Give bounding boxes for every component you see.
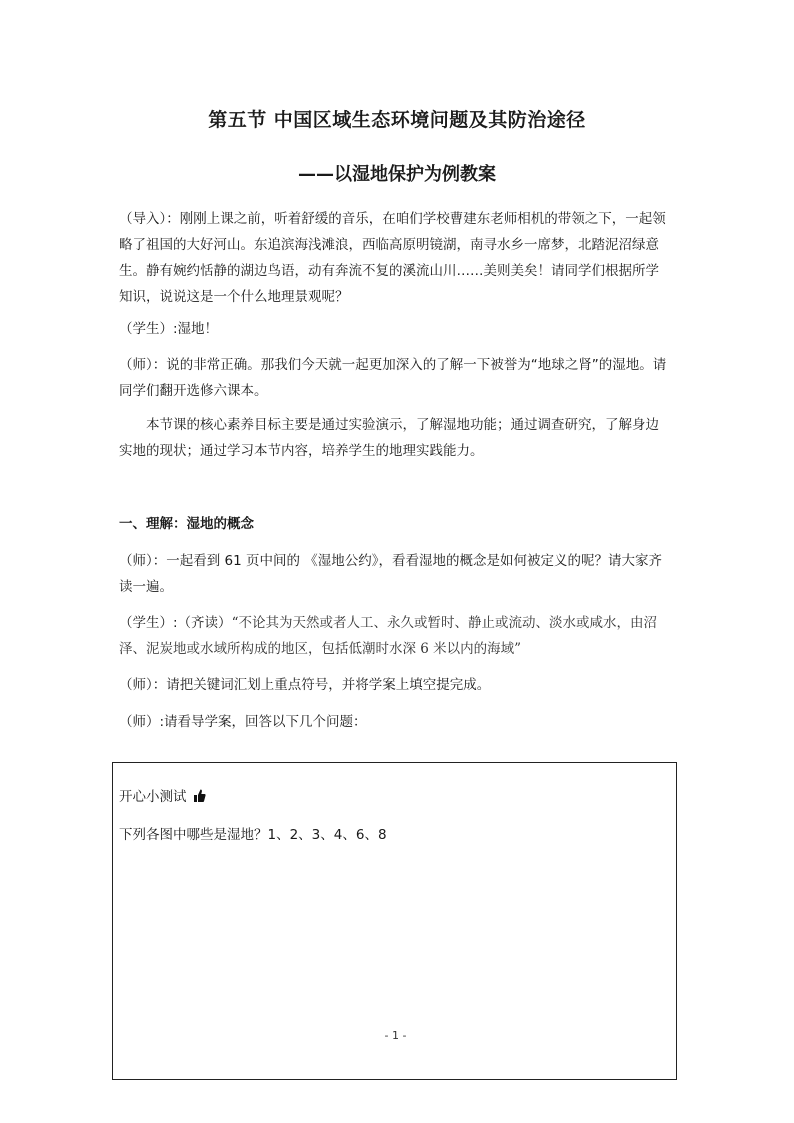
quiz-question: 下列各图中哪些是湿地？1、2、3、4、6、8 <box>119 827 387 843</box>
thumbs-up-icon <box>193 788 206 807</box>
teacher-paragraph-4: （师）:请看导学案，回答以下几个问题： <box>119 714 367 730</box>
student-read-paragraph <box>119 610 669 662</box>
page-subtitle: ——以湿地保护为例教案 <box>298 164 496 185</box>
page-title: 第五节 中国区域生态环境问题及其防治途径 <box>208 109 586 131</box>
teacher-paragraph-3: （师）：请把关键词汇划上重点符号，并将学案上填空提完成。 <box>119 677 491 693</box>
intro-paragraph: （导入）：刚刚上课之前，听着舒缓的音乐，在咱们学校曹建东老师相机的带领之下，一起领略了祖国的大好河山。东追滨海浅滩浪，西临高原明镜湖，南寻水乡一席梦，北踏泥沼绿意生。静有婉约恬静的湖边鸟语，动有奔流不复的溪流山川……美则美矣！请同学们根据所学知识，说说这是一个什么地理景观呢？ <box>119 211 666 305</box>
student-answer: （学生）:湿地！ <box>119 321 219 337</box>
teacher-paragraph-1: （师）：说的非常正确。那我们今天就一起更加深入的了解一下被誉为“地球之肾”的湿地。请同学们翻开选修六课本。 <box>119 357 667 399</box>
goals-paragraph: 本节课的核心素养目标主要是通过实验演示，了解湿地功能；通过调查研究，了解身边实地的现状；通过学习本节内容，培养学生的地理实践能力。 <box>119 417 659 459</box>
student-read-prefix: （学生）:（齐读） <box>119 615 232 631</box>
quiz-title: 开心小测试 <box>119 789 187 805</box>
wetland-definition-quote: “不论其为天然或者人工、永久或暂时、静止或流动、淡水或咸水，由沼泽、泥炭地或水域所构成的地区，包括低潮时水深 6 米以内的海域” <box>119 615 657 657</box>
page-number: - 1 - <box>384 1029 407 1042</box>
quiz-title-line <box>119 785 206 807</box>
teacher-paragraph-2: （师）：一起看到 61 页中间的 《湿地公约》，看看湿地的概念是如何被定义的呢？请大家齐读一遍。 <box>119 553 663 595</box>
section-heading: 一、理解：湿地的概念 <box>119 516 254 532</box>
quiz-box <box>112 762 677 1080</box>
